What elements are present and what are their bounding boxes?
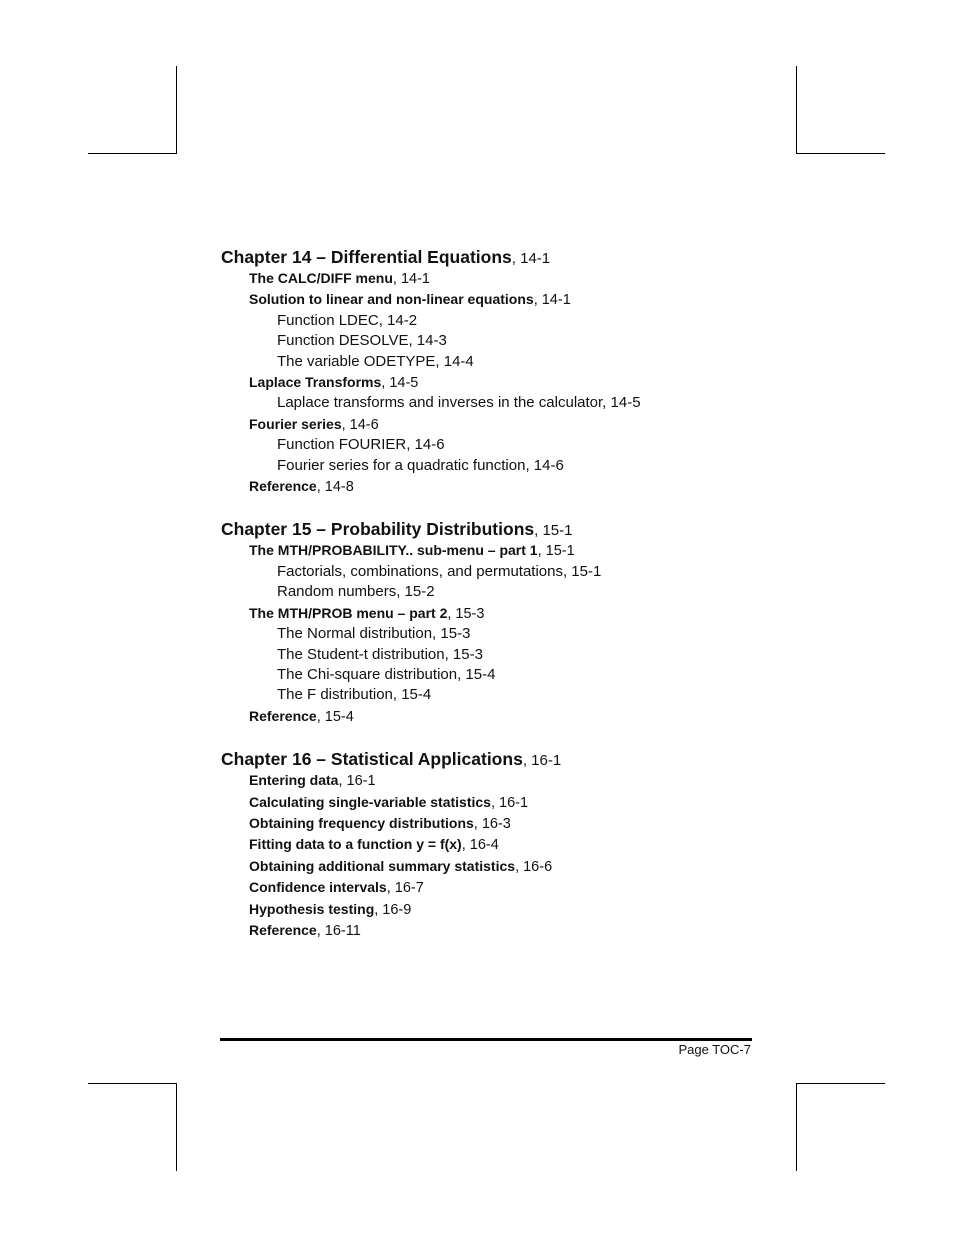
section-page: , 16-7: [386, 880, 424, 897]
section-entry[interactable]: [221, 899, 821, 920]
section-page: , 16-11: [316, 922, 361, 939]
section-page: , 15-3: [447, 605, 485, 622]
section-title: Fourier series: [249, 415, 342, 432]
section-page: , 14-1: [533, 292, 571, 309]
chapter-title: Chapter 16 – Statistical Applications: [221, 749, 523, 770]
footer-rule: [220, 1038, 752, 1041]
section-entry[interactable]: [221, 706, 821, 727]
crop-mark-bottom-left-horizontal: [88, 1083, 176, 1084]
section-title: Calculating single-variable statistics: [249, 793, 491, 810]
crop-mark-top-left-horizontal: [88, 153, 176, 154]
section-entry[interactable]: [221, 289, 821, 310]
chapter-heading[interactable]: [221, 246, 821, 268]
subsection-entry[interactable]: The Chi-square distribution, 15-4: [277, 665, 496, 683]
subsection-entry[interactable]: Function FOURIER, 14-6: [277, 436, 445, 454]
section-page: , 14-5: [381, 375, 419, 392]
subsection-entry[interactable]: The variable ODETYPE, 14-4: [277, 352, 474, 370]
section-title: Entering data: [249, 772, 339, 789]
section-page: , 16-1: [490, 794, 529, 811]
section-page: , 16-4: [461, 837, 499, 854]
chapter-title: Chapter 14 – Differential Equations: [221, 247, 512, 267]
section-entry[interactable]: [221, 813, 821, 834]
section-title: Obtaining frequency distributions: [249, 814, 474, 831]
section-title: The MTH/PROB menu – part 2: [249, 604, 448, 621]
section-entry[interactable]: [221, 877, 821, 898]
section-page: , 16-1: [338, 773, 376, 790]
chapter-title: Chapter 15 – Probability Distributions: [221, 519, 535, 540]
chapter-heading[interactable]: [221, 518, 821, 540]
crop-mark-bottom-right-horizontal: [797, 1083, 885, 1084]
section-entry[interactable]: [221, 920, 821, 941]
crop-mark-top-right-vertical: [796, 66, 797, 154]
subsection-entry[interactable]: Fourier series for a quadratic function, 14-6: [277, 456, 564, 474]
section-entry[interactable]: [221, 372, 821, 393]
section-page: , 14-1: [392, 271, 430, 287]
crop-mark-top-right-horizontal: [797, 153, 885, 154]
section-page: , 15-4: [316, 708, 354, 725]
section-entry[interactable]: [221, 792, 821, 813]
crop-mark-top-left-vertical: [176, 66, 177, 154]
section-entry[interactable]: [221, 856, 821, 877]
subsection-entry[interactable]: Random numbers, 15-2: [277, 583, 435, 601]
section-title: Fitting data to a function y = f(x): [249, 836, 462, 853]
subsection-entry[interactable]: Factorials, combinations, and permutations, 15-1: [277, 562, 602, 580]
chapter-page: , 16-1: [522, 752, 562, 770]
subsection-entry[interactable]: The Student-t distribution, 15-3: [277, 645, 483, 663]
section-page: , 14-6: [341, 416, 379, 433]
subsection-entry[interactable]: The Normal distribution, 15-3: [277, 625, 471, 643]
crop-mark-bottom-left-vertical: [176, 1083, 177, 1171]
page-number: Page TOC-7: [678, 1042, 751, 1057]
subsection-entry[interactable]: The F distribution, 15-4: [277, 686, 432, 704]
section-title: Reference: [249, 478, 317, 495]
section-entry[interactable]: [221, 540, 821, 561]
section-page: , 16-6: [515, 858, 553, 875]
section-entry[interactable]: [221, 414, 821, 435]
chapter-spacer: [221, 727, 821, 748]
section-title: Reference: [249, 921, 317, 938]
chapter-spacer: [221, 497, 821, 518]
section-entry[interactable]: [221, 603, 821, 624]
chapter-page: , 15-1: [534, 522, 573, 540]
section-title: Hypothesis testing: [249, 900, 375, 917]
subsection-entry[interactable]: Laplace transforms and inverses in the calculator, 14-5: [277, 394, 641, 412]
crop-mark-bottom-right-vertical: [796, 1083, 797, 1171]
section-title: Obtaining additional summary statistics: [249, 857, 516, 874]
section-page: , 15-1: [537, 543, 575, 560]
chapter-page: , 14-1: [511, 250, 551, 267]
subsection-entry[interactable]: Function LDEC, 14-2: [277, 311, 418, 329]
section-page: , 14-8: [316, 479, 354, 496]
section-title: Laplace Transforms: [249, 374, 382, 391]
section-entry[interactable]: [221, 834, 821, 855]
section-title: The CALC/DIFF menu: [249, 270, 393, 286]
section-entry[interactable]: [221, 476, 821, 497]
section-title: The MTH/PROBABILITY.. sub-menu – part 1: [249, 542, 538, 559]
section-title: Confidence intervals: [249, 879, 387, 896]
section-entry[interactable]: [221, 268, 821, 289]
table-of-contents: [221, 246, 821, 941]
section-page: , 16-9: [374, 901, 412, 918]
section-title: Reference: [249, 707, 317, 724]
subsection-entry[interactable]: Function DESOLVE, 14-3: [277, 332, 447, 350]
section-title: Solution to linear and non-linear equations: [249, 291, 534, 308]
section-entry[interactable]: [221, 770, 821, 791]
section-page: , 16-3: [473, 815, 511, 832]
chapter-heading[interactable]: [221, 748, 821, 770]
